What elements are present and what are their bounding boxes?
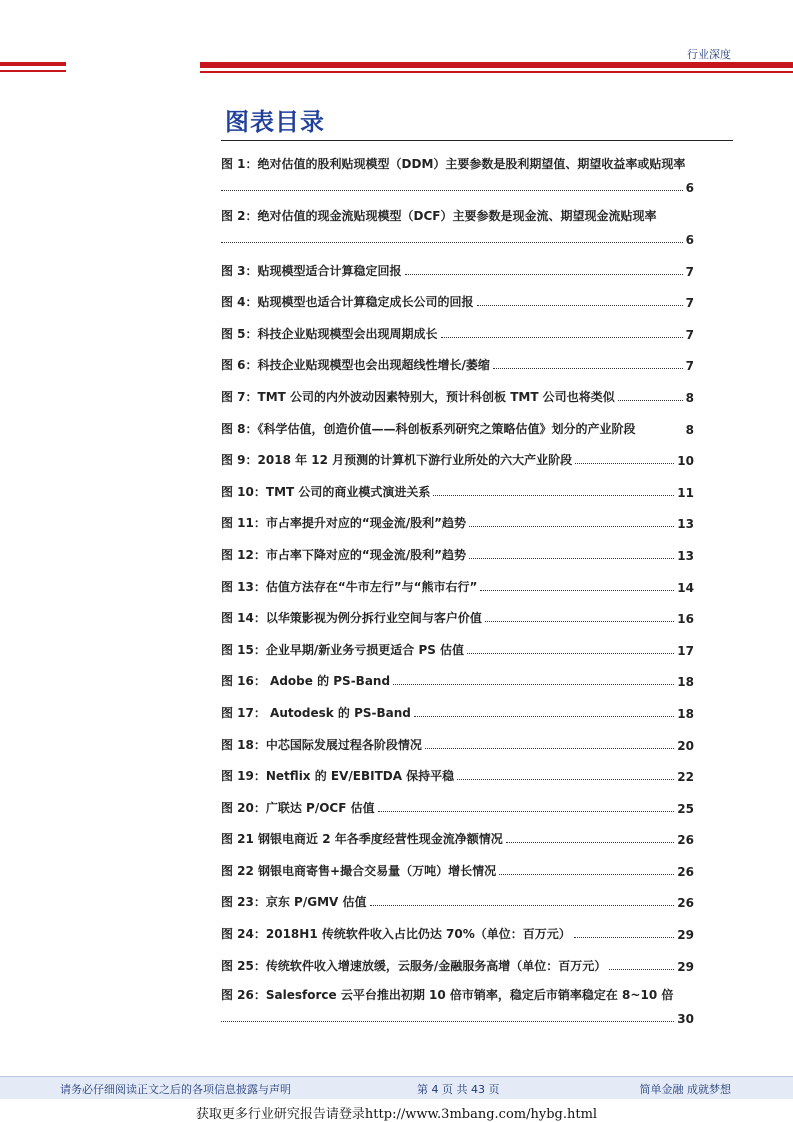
toc-entry[interactable]: [221, 376, 694, 408]
toc-entry[interactable]: [221, 345, 694, 377]
toc-page-number: 18: [677, 706, 694, 721]
toc-page-number: 18: [677, 675, 694, 690]
header-rule-right: [200, 62, 793, 68]
toc-entry[interactable]: [221, 945, 694, 977]
header-rule-left-thin: [0, 70, 66, 72]
toc-entry-text: 图 3：贴现模型适合计算稳定回报: [221, 263, 402, 278]
toc-entry-text: 图 9：2018 年 12 月预测的计算机下游行业所处的六大产业阶段: [221, 453, 573, 468]
toc-entry-text: 图 6：科技企业贴现模型也会出现超线性增长/萎缩: [221, 358, 490, 373]
toc-page-number: 14: [677, 580, 694, 595]
toc-entry-text: 图 13：估值方法存在“牛市左行”与“熊市右行”: [221, 579, 478, 594]
toc-entry-text: 图 12：市占率下降对应的“现金流/股利”趋势: [221, 547, 467, 562]
toc-leader-dots: [506, 842, 675, 843]
toc-leader-dots: [370, 905, 675, 906]
toc-page-number: 7: [685, 264, 694, 279]
toc-page-number: 11: [677, 485, 694, 500]
toc-page-number: 29: [677, 928, 694, 943]
toc-page-number: 7: [685, 327, 694, 342]
toc-page-number: 26: [677, 833, 694, 848]
page-number: 第 4 页 共 43 页: [417, 1083, 500, 1096]
toc-page-number: 8: [685, 422, 694, 437]
toc-entry-text: 图 15：企业早期/新业务亏损更适合 PS 估值: [221, 642, 465, 657]
toc-entry-text: 图 21 钢银电商近 2 年各季度经营性现金流净额情况: [221, 832, 503, 847]
toc-leader-dots: [221, 190, 683, 191]
toc-entry[interactable]: [221, 787, 694, 819]
toc-leader-dots: [378, 811, 675, 812]
toc-leader-dots: [457, 779, 674, 780]
toc-entry-text: 图 4：贴现模型也适合计算稳定成长公司的回报: [221, 295, 474, 310]
toc-leader-dots: [477, 305, 683, 306]
toc-entry-text: 图 17： Autodesk 的 PS-Band: [221, 705, 411, 720]
toc-leader-dots: [575, 463, 674, 464]
toc-entry-text: 图 1：绝对估值的股利贴现模型（DDM）主要参数是股利期望值、期望收益率或贴现率: [221, 157, 686, 171]
toc-entry[interactable]: [221, 503, 694, 535]
toc-entry[interactable]: [221, 819, 694, 851]
toc-page-number: 6: [685, 181, 694, 195]
toc-entry[interactable]: [221, 440, 694, 472]
toc-entry[interactable]: [221, 206, 694, 250]
toc-page-number: 6: [685, 233, 694, 247]
toc-leader-dots: [493, 368, 683, 369]
toc-entry[interactable]: [221, 154, 694, 198]
toc-page-number: 7: [685, 296, 694, 311]
toc-entry-text: 图 23：京东 P/GMV 估值: [221, 895, 367, 910]
toc-entry[interactable]: [221, 598, 694, 630]
toc-entry-text: 图 25：传统软件收入增速放缓，云服务/金融服务高增（单位：百万元）: [221, 958, 607, 973]
toc-entry[interactable]: [221, 661, 694, 693]
slogan: 简单金融 成就梦想: [639, 1083, 731, 1096]
toc-entry-text: 图 11：市占率提升对应的“现金流/股利”趋势: [221, 516, 467, 531]
footer-band: [0, 1076, 793, 1099]
toc-leader-dots: [425, 748, 674, 749]
toc-leader-dots: [393, 684, 674, 685]
source-link-text[interactable]: 获取更多行业研究报告请登录http://www.3mbang.com/hybg.html: [195, 1107, 598, 1122]
toc-leader-dots: [618, 400, 683, 401]
toc-entry[interactable]: [221, 882, 694, 914]
toc-entry[interactable]: [221, 629, 694, 661]
toc-entry-text: 图 19：Netflix 的 EV/EBITDA 保持平稳: [221, 769, 455, 784]
toc-page-number: 25: [677, 801, 694, 816]
toc-page-number: 26: [677, 864, 694, 879]
toc-entry-text: 图 16： Adobe 的 PS-Band: [221, 674, 391, 689]
toc-title-underline: [221, 140, 733, 141]
toc-leader-dots: [499, 874, 674, 875]
toc-leader-dots: [405, 274, 683, 275]
toc-entry-text: 图 22 钢银电商寄售+撮合交易量（万吨）增长情况: [221, 863, 497, 878]
toc-entry[interactable]: [221, 313, 694, 345]
toc-leader-dots: [574, 937, 675, 938]
toc-leader-dots: [485, 621, 674, 622]
toc-entry-text: 图 7：TMT 公司的内外波动因素特别大，预计科创板 TMT 公司也将类似: [221, 389, 615, 404]
toc-page-number: 29: [677, 959, 694, 974]
header-rule-left: [0, 62, 66, 66]
toc-entry[interactable]: [221, 250, 694, 282]
toc-page-number: 10: [677, 454, 694, 469]
toc-entry[interactable]: [221, 913, 694, 945]
toc-entry[interactable]: [221, 692, 694, 724]
toc-page-number: 13: [677, 548, 694, 563]
toc-entry[interactable]: [221, 724, 694, 756]
toc-page-number: 17: [677, 643, 694, 658]
toc-entry-text: 图 5：科技企业贴现模型会出现周期成长: [221, 326, 438, 341]
figure-toc: [221, 154, 694, 1029]
toc-page-number: 26: [677, 896, 694, 911]
toc-leader-dots: [221, 242, 683, 243]
toc-leader-dots: [221, 1021, 674, 1022]
toc-entry-text: 图 24：2018H1 传统软件收入占比仍达 70%（单位：百万元）: [221, 927, 571, 942]
toc-leader-dots: [609, 969, 674, 970]
toc-entry-text: 图 26：Salesforce 云平台推出初期 10 倍市销率，稳定后市销率稳定在 8~10 倍: [221, 987, 674, 1002]
report-type-tag: 行业深度: [687, 48, 731, 61]
disclaimer-note: 请务必仔细阅读正文之后的各项信息披露与声明: [60, 1083, 291, 1096]
toc-page-number: 8: [685, 390, 694, 405]
toc-entry[interactable]: [221, 282, 694, 314]
toc-page-number: 22: [677, 770, 694, 785]
toc-leader-dots: [469, 526, 674, 527]
toc-entry-text: 图 2：绝对估值的现金流贴现模型（DCF）主要参数是现金流、期望现金流贴现率: [221, 209, 657, 223]
header-rule-right-thin: [200, 71, 793, 73]
toc-entry-text: 图 14：以华策影视为例分拆行业空间与客户价值: [221, 611, 482, 626]
toc-page-number: 7: [685, 359, 694, 374]
toc-entry[interactable]: [221, 850, 694, 882]
toc-entry-text: 图 20：广联达 P/OCF 估值: [221, 800, 375, 815]
toc-page-number: 16: [677, 612, 694, 627]
toc-title: 图表目录: [225, 108, 325, 136]
toc-leader-dots: [467, 653, 674, 654]
toc-entry-text: 图 10：TMT 公司的商业模式演进关系: [221, 484, 431, 499]
toc-entry[interactable]: [221, 471, 694, 503]
toc-entry[interactable]: [221, 534, 694, 566]
toc-leader-dots: [433, 495, 674, 496]
toc-entry[interactable]: [221, 756, 694, 788]
toc-entry[interactable]: [221, 566, 694, 598]
toc-leader-dots: [480, 590, 674, 591]
toc-page-number: 20: [677, 738, 694, 753]
toc-entry-text: 图 8：《科学估值，创造价值——科创板系列研究之策略估值》划分的产业阶段: [221, 421, 636, 436]
toc-entry-text: 图 18：中芯国际发展过程各阶段情况: [221, 737, 422, 752]
toc-page-number: 30: [677, 1011, 694, 1026]
toc-leader-dots: [469, 558, 674, 559]
toc-leader-dots: [414, 716, 674, 717]
toc-leader-dots: [441, 337, 683, 338]
toc-entry[interactable]: [221, 408, 694, 440]
toc-entry[interactable]: [221, 985, 694, 1029]
toc-page-number: 13: [677, 517, 694, 532]
